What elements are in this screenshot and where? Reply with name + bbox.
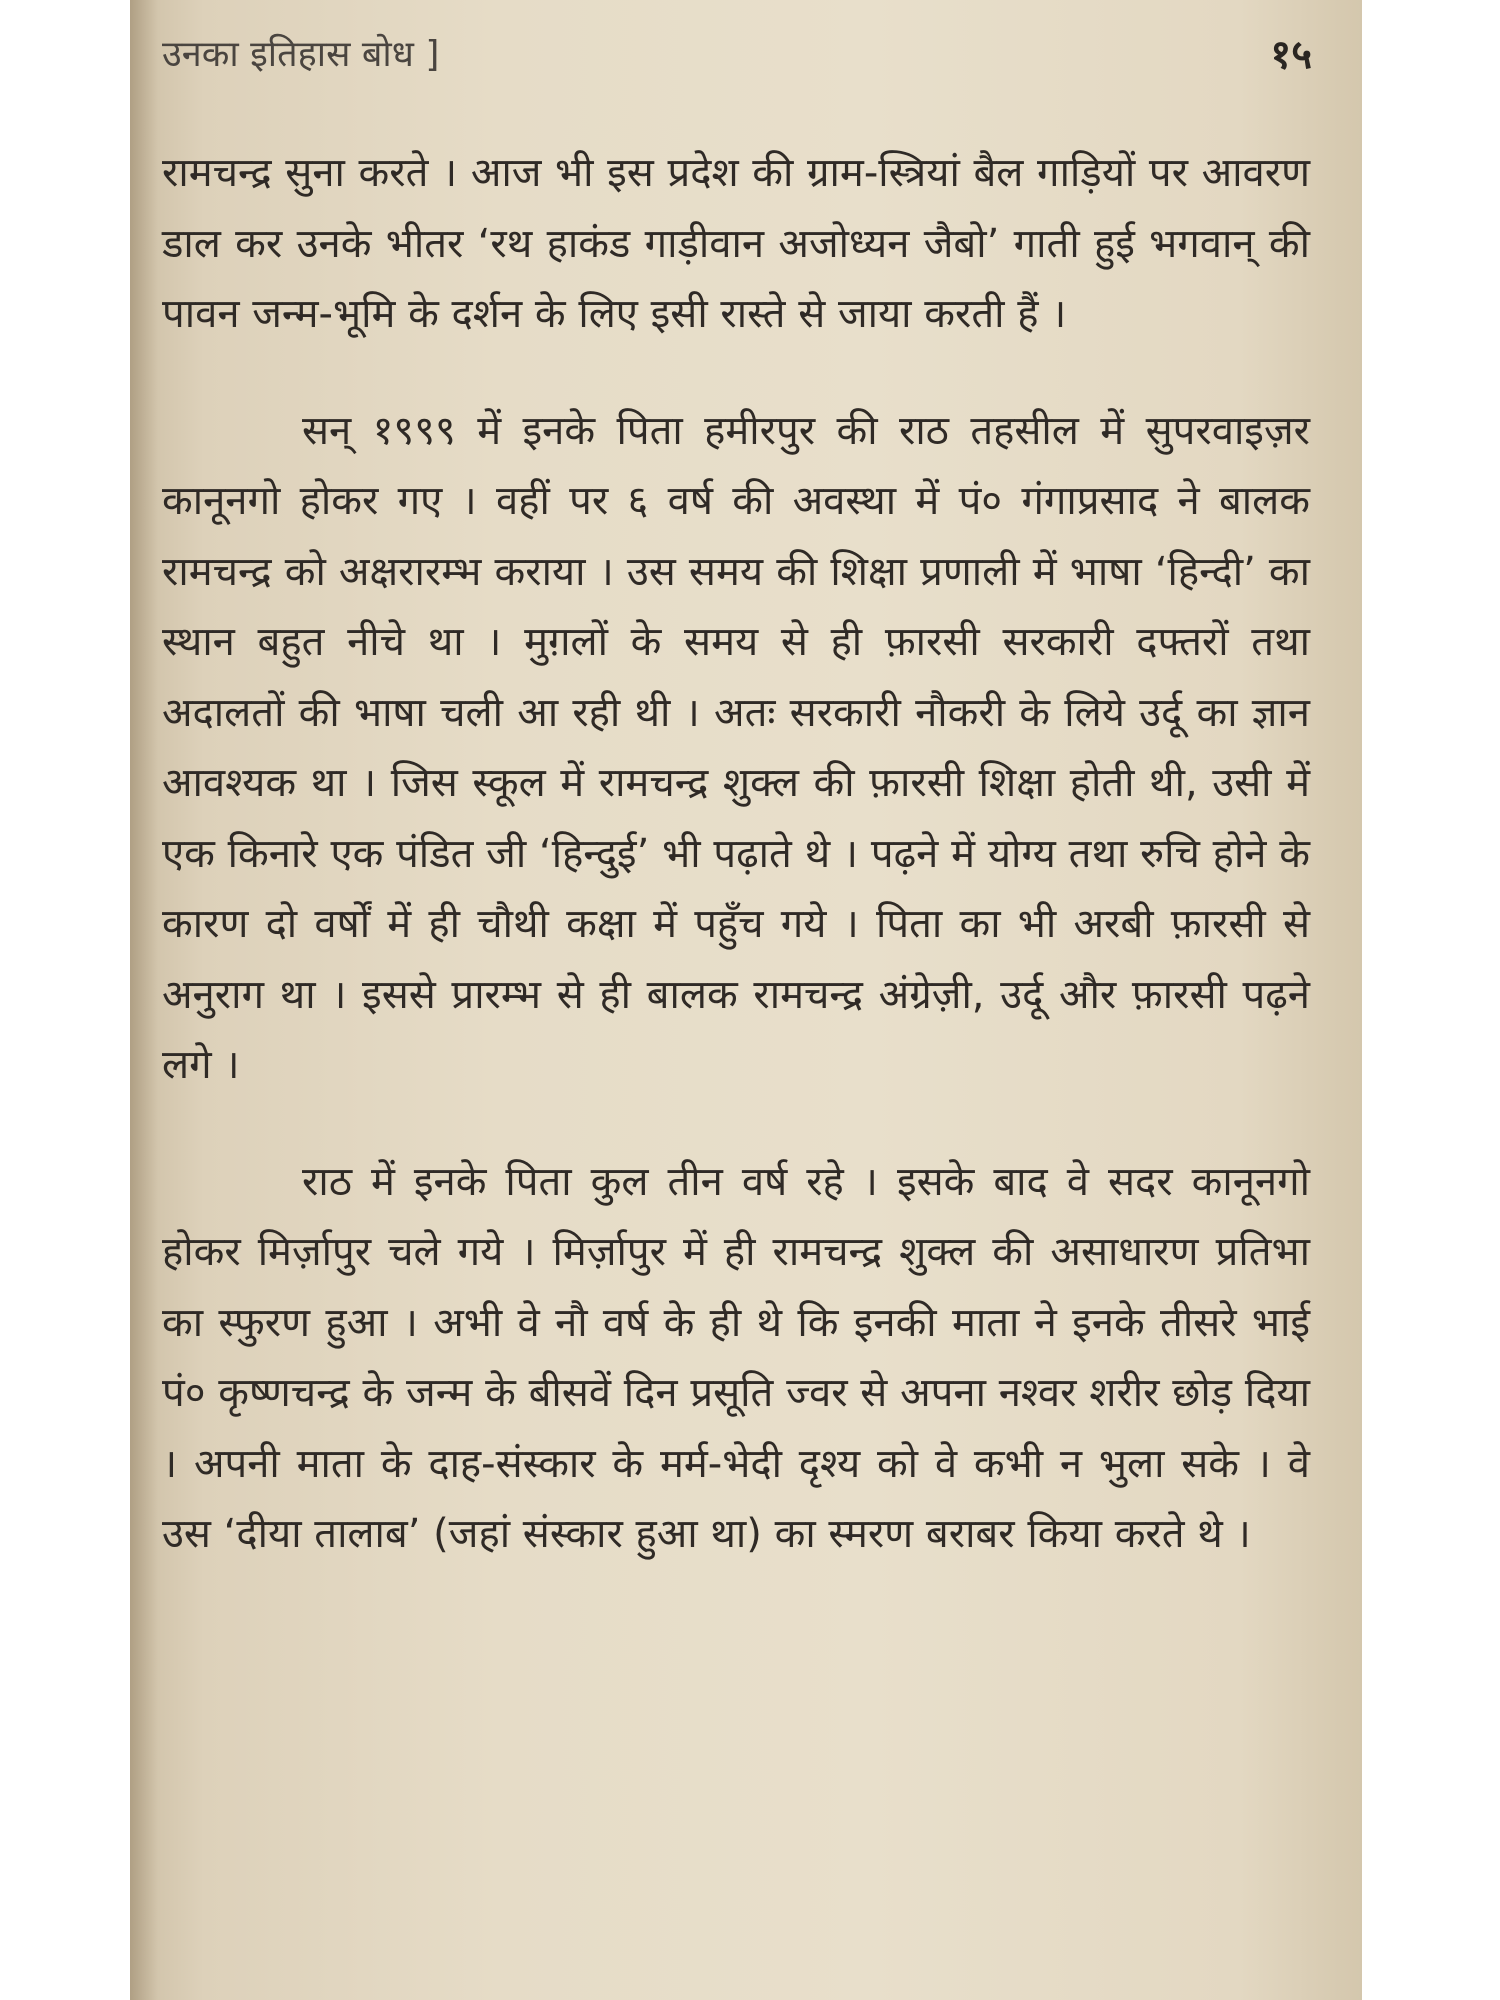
page-gutter-shadow	[130, 0, 158, 2000]
paragraph-gap	[162, 1101, 1310, 1147]
paragraph-3: राठ में इनके पिता कुल तीन वर्ष रहे । इसके बाद वे सदर कानूनगो होकर मिर्ज़ापुर चले गये । मिर्ज़ापुर में ही रामचन्द्र शुक्ल की असाधारण प्रतिभा का स्फुरण हुआ । अभी वे नौ वर्ष के ही थे कि इनकी माता ने इनके तीसरे भाई पं० कृष्णचन्द्र के जन्म के बीसवें दिन प्रसूति ज्वर से अपना नश्वर शरीर छोड़ दिया । अपनी माता के दाह-संस्कार के मर्म-भेदी दृश्य को वे कभी न भुला सके । वे उस ‘दीया तालाब’ (जहां संस्कार हुआ था) का स्मरण बराबर किया करते थे ।	[162, 1158, 1310, 1557]
paragraph-gap	[162, 350, 1310, 396]
page-number: १५	[1270, 31, 1312, 78]
paragraph-1: रामचन्द्र सुना करते । आज भी इस प्रदेश की ग्राम-स्त्रियां बैल गाड़ियों पर आवरण डाल कर उनके भीतर ‘रथ हाकंड गाड़ीवान अजोध्यन जैबो’ गाती हुई भगवान् की पावन जन्म-भूमि के दर्शन के लिए इसी रास्ते से जाया करती हैं ।	[162, 150, 1310, 337]
book-page	[130, 0, 1362, 2000]
page-header	[162, 28, 1312, 76]
page-body	[162, 138, 1310, 1570]
running-head: उनका इतिहास बोध ]	[162, 33, 440, 75]
paragraph-2: सन् १९९९ में इनके पिता हमीरपुर की राठ तहसील में सुपरवाइज़र कानूनगो होकर गए । वहीं पर ६ वर्ष की अवस्था में पं० गंगाप्रसाद ने बालक रामचन्द्र को अक्षरारम्भ कराया । उस समय की शिक्षा प्रणाली में भाषा ‘हिन्दी’ का स्थान बहुत नीचे था । मुग़लों के समय से ही फ़ारसी सरकारी दफ्तरों तथा अदालतों की भाषा चली आ रही थी । अतः सरकारी नौकरी के लिये उर्दू का ज्ञान आवश्यक था । जिस स्कूल में रामचन्द्र शुक्ल की फ़ारसी शिक्षा होती थी, उसी में एक किनारे एक पंडित जी ‘हिन्दुई’ भी पढ़ाते थे । पढ़ने में योग्य तथा रुचि होने के कारण दो वर्षों में ही चौथी कक्षा में पहुँच गये । पिता का भी अरबी फ़ारसी से अनुराग था । इससे प्रारम्भ से ही बालक रामचन्द्र अंग्रेज़ी, उर्दू और फ़ारसी पढ़ने लगे ।	[162, 407, 1310, 1088]
